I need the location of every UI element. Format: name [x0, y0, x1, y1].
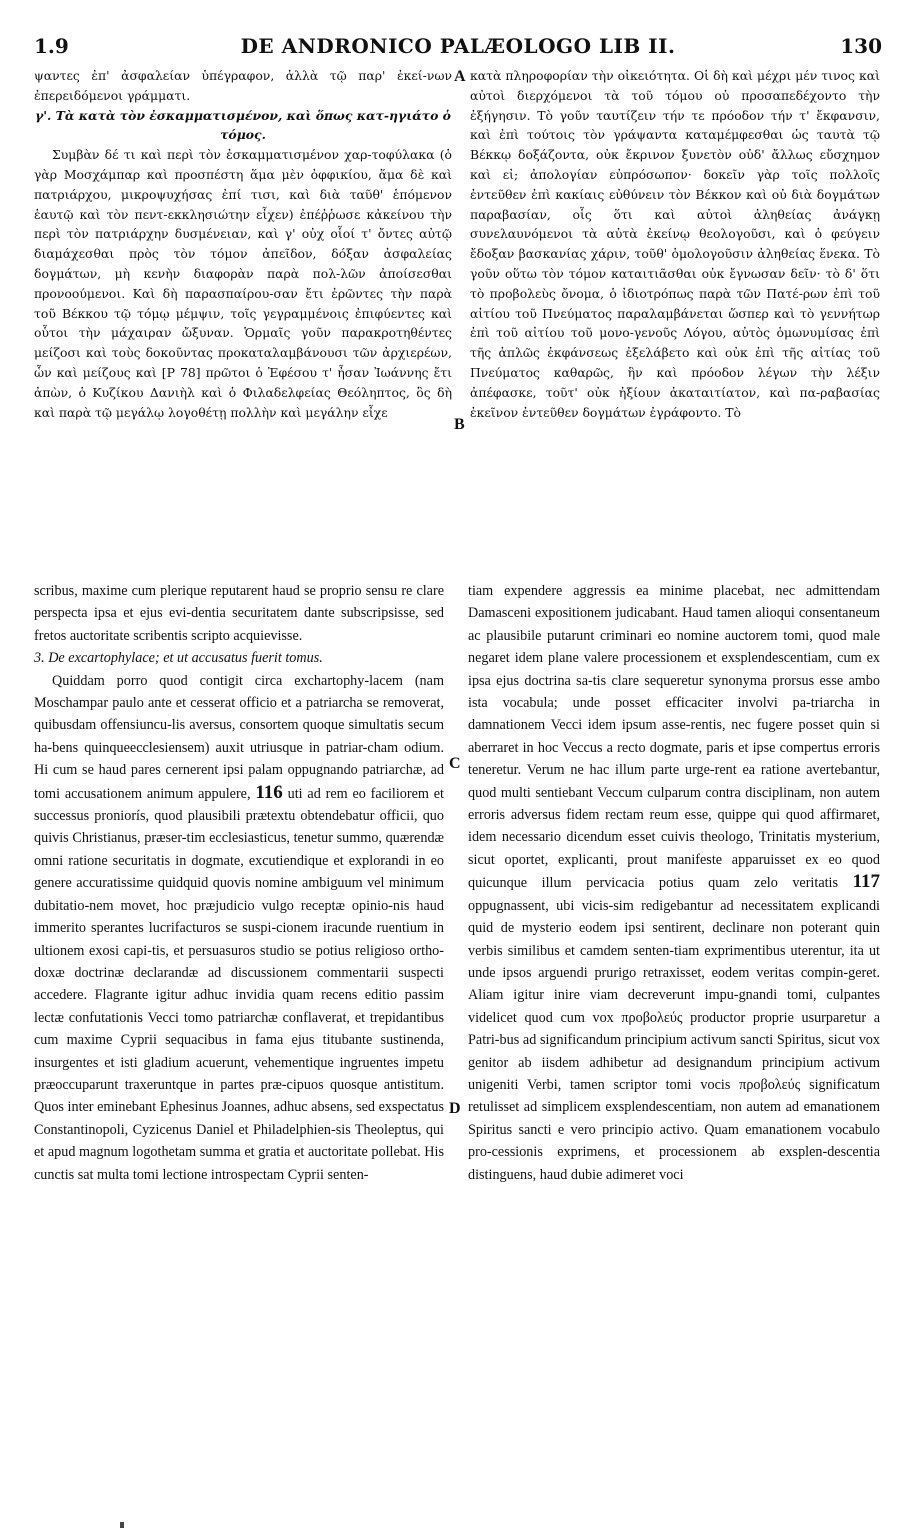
page-marker-116: 116: [255, 781, 283, 803]
greek-section-heading: γ'. Τὰ κατὰ τὸν ἐσκαμματισμένον, καὶ ὅπως κατ-ηγιάτο ὁ τόμος.: [35, 107, 451, 143]
latin-right-text-a: tiam expendere aggressis ea minime placebat, nec admittendam Damasceni expositionem judicabant. Haud tamen alioqui consentaneum ac plausibile putarunt criminari eo nomine auctorem tomi, quod male negaret idem plane valere processionem et exsplendescentiam, cum ex ipsa ejus doctrina sa-tis clare sequeretur synonyma prorsus esse ambo ista vocabula; unde posset efficaciter involvi pa-triarcha in damnationem Vecci idem ipsum asse-rentis, nec fugere posset quin si aberraret in hoc Veccus a recto dogmate, paris et ipse compertus erroris teneretur. Verum ne hac illum parte urge-rent ea ratione avertebantur, quod multi sentiebant Veccum culparum contra disciplinam, non autem erroris adversus fidem rectam reum esse, quippe qui quod affirmaret, idem necessario dicendum esset cuivis theologo, Trinitatis mysterium, sicut oportet, explicanti, prout manifeste apparuisset ex eo quod quicunque illum pervicacia potius quam zelo veritatis: [468, 583, 880, 892]
latin-left-paragraph: [34, 670, 444, 1186]
latin-left-paragraph: scribus, maxime cum plerique reputarent haud se proprio sensu re clare perspecta ipsa et ejus evi-dentia securitatem dante subscripsisse, sed fretos auctoritate scribentis scripto acquievisse.: [34, 583, 444, 644]
latin-column-left: [34, 580, 444, 1186]
margin-letter-d: D: [449, 1100, 461, 1117]
greek-left-paragraph: ψαντες ἐπ' ἀσφαλείαν ὑπέγραφον, ἀλλὰ τῷ παρ' ἐκεί-νων ἐπερειδόμενοι γράμματι.: [34, 68, 452, 103]
latin-section-heading: 3. De excartophylace; et ut accusatus fuerit tomus.: [34, 650, 323, 667]
latin-column-right: [468, 580, 880, 1186]
running-title: DE ANDRONICO PALÆOLOGO LIB II.: [240, 34, 676, 58]
latin-right-text-b: oppugnassent, ubi vicis-sim redigebantur ad necessitatem explicandi quid de mysterio eodem ipsi sentirent, declinare non poterant quin verbis similibus et camdem senten-tiam exprimentibus uterentur, ita ut unde ipsos arguendi prurigo retraxisset, eodem veritas compin-geret. Aliam igitur inire viam decreverunt impu-gnandi tomi, culpantes videlicet quod cum vox προβολεύς productor proprie usurparetur a Patri-bus ad significandum principium activum sancti Spiritus, sicut vox genitor ab iisdem adhibetur ad designandum principium activum unigeniti Verbi, tamen scriptor tomi vocis προβολεύς significatum retulisset ad simplicem exsplendescentiam, non autem ad emanationem Spiritus sancti e vero principio activo. Quam emanationem vocabulo pro-cessionis exprimens, et processionem ab exsplen-descentia distinguens, haud dubie adimeret voci: [468, 897, 880, 1183]
ink-mark: [120, 1522, 124, 1528]
right-page-number: 130: [840, 34, 882, 58]
greek-column-right: [470, 66, 880, 422]
greek-left-paragraph: Συμβὰν δέ τι καὶ περὶ τὸν ἐσκαμματισμένον χαρ-τοφύλακα (ὁ γὰρ Μοσχάμπαρ καὶ προσπέστη ἅμα μὲν ὀφφικίου, ἅμα δὲ καὶ πατριάρχου, μικροψυχήσας ἐπί τισι, καὶ διὰ ταῦθ' ἑπόμενον ἑαυτῷ καὶ τὸν πεντ-εκκλησιώτην εἶχεν) ἐπέῤῥωσε κἀκείνου τὴν περὶ τὸν πατριάρχην δυσμένειαν, καὶ γ' οὐχ οἷοί τ' ὄντες αὐτῷ διαμάχεσθαι πρὸς τὸν τόμον ἀπεῖδον, δόξαν ἀσφαλείας δογμάτων, μὴ κενὴν διαφορὰν παρὰ πολ-λῶν ἀποίσεσθαι προνοούμενοι. Καὶ δὴ παρασπαίρου-σαν ἔτι ἐρῶντες τὴν παρὰ τοῦ Βέκκου τῷ τόμῳ μέμψιν, τοῖς γεγραμμένοις ἐπιφύεντες καὶ οὗτοι τὴν μάχαιραν ὤξυναν. Ὁρμαῖς γοῦν παρακροτηθέντες μείζοσι καὶ τοὺς δοκοῦντας προκαταλαμβάνουσι τῶν ἀρχιερέων, ὧν καὶ μείζους καὶ [P 78] πρῶτοι ὁ Ἐφέσου τ' ἦσαν Ἰωάννης ἔτι ἀπὼν, ὁ Κυζίκου Δανιὴλ καὶ ὁ Φιλαδελφείας Θεόληπτος, ὃς δὴ καὶ παρὰ τῷ μεγάλῳ λογοθέτῃ πολλὴν καὶ μεγάλην εἶχε: [34, 147, 452, 420]
latin-left-text-b: uti ad rem eo faciliorem et successus proniorís, quod plausibili prætextu obtendebatur officii, quo quivis Christianus, præser-tim ecclesiasticus, tenetur summo, quærendæ omni ratione securitatis in dogmate, excutiendique et explorandi in eo genere accuratissime quidquid quovis nomine ambiguum vel minimum dubitatio-nem movet, hoc præjudicio vulgo receptæ opinio-nis haud immerito sperantes lucrifacturos se suspi-cionem iracunde ruentium in ultionem exosi capi-tis, et persuasuros studio se potius religioso ortho-doxæ doctrinæ declarandæ ad discussionem commentarii suspecti accedere. Flagrante igitur adhuc invidia quam recens editio passim lectæ confutationis Vecci tomo patriarchæ conflaverat, et trepidantibus cum maxime Cyprii sequacibus in fama ejus titubante sustinenda, insurgentes et isti gladium acuerunt, vehementique ingruentes impetu præoccuparunt traxeruntque in partes præ-cipuos quosque antistitum. Quos inter eminebant Ephesinus Joannes, adhuc absens, sed exspectatus Constantinopoli, Cyzicenus Daniel et Philadelphien-sis Theoleptus, qui et apud magnum logothetam summa et gratia et auctoritate pollebat. His cunctis sat multa tomi lectione introspectam Cyprii senten-: [34, 785, 444, 1183]
margin-letter-a: A: [454, 68, 466, 85]
page-marker-117: 117: [852, 871, 881, 893]
margin-letter-b: B: [454, 416, 465, 433]
margin-letter-c: C: [449, 755, 461, 772]
page-header: [34, 34, 882, 60]
greek-right-paragraph: κατὰ πληροφορίαν τὴν οἰκειότητα. Οἱ δὴ καὶ μέχρι μέν τινος καὶ αὐτοὶ διερχόμενοι τὰ τοῦ τόμου οὐ προσαπεδέχοντο τὴν ἐξήγησιν. Τὸ γοῦν ταυτίζειν τήν τε πρόοδον τήν τ' ἔκφανσιν, καὶ ἐπὶ τούτοις τὸν γράψαντα καταμέμφεσθαι ὡς ταυτὰ τῷ Βέκκῳ δοξάζοντα, οὐκ ἔκρινον ξυνετὸν οὐδ' ἄλλως εὔσχημον καὶ εἰ; ἀπολογίαν εὐπρόσωπον· δοκεῖν γὰρ τοῖς πολλοῖς ἐντεῦθεν ἐπὶ κακίαις εὐθύνειν τὸν Βέκκον καὶ οὐ διὰ δογμάτων παραβασίαν, οἷς ὅτι καὶ αὐτοὶ ἀληθείας ἀνάγκῃ συνελαυνόμενοι τὰ αὐτὰ ἐκείνῳ θεολογοῦσι, καὶ ὁ φεύγειν ἔδοξαν βασκανίας χάριν, τοῦθ' ὁμολογοῦσιν ἀληθείας ἕνεκα. Τὸ γοῦν οὕτω τὸν τόμον καταιτιᾶσθαι οὐκ ἔγνωσαν δεῖν· τὸ δ' ὅτι τὸ προβολεὺς ὄνομα, ὁ ἰδιοτρόπως παρὰ τῶν Πατέ-ρων ἐπὶ τοῦ αἰτίου τοῦ Πνεύματος παραλαμβάνεται ὥσπερ καὶ τὸ γεννήτωρ ἐπὶ τοῦ αἰτίου τοῦ μονο-γενοῦς Λόγου, αὐτὸς ὁμωνυμίσας ἐπὶ τῆς ἁπλῶς ἐκφάνσεως ἐξελάβετο καὶ οὐκ ἐπὶ τῆς αἰτίας τοῦ Πνεύματος καθαρῶς, ἣν καὶ πρόοδον λέγων τὴν λέξιν ἀπέφασκε, τοῦτ' οὐκ ἠξίουν ἀκαταιτίατον, καὶ πα-ραβασίας ἐκεῖνον ἐντεῦθεν δογμάτων ἐγράφοντο. Τὸ: [470, 68, 880, 420]
latin-left-text-a: Quiddam porro quod contigit circa exchartophy-lacem (nam Moschampar paulo ante et cesserat officio et a patriarcha se removerat, quibusdam offensiuncu-lis aversus, consortem quoque simultatis secum ha-bens quinqueecclesiensem) auxit utriusque in patriar-cham odium. Hi cum se haud pares cernerent ipsi palam oppugnando patriarchæ, ad tomi accusationem animum appulere,: [34, 672, 444, 802]
latin-right-paragraph: [468, 580, 880, 1186]
left-page-number: 1.9: [34, 34, 69, 58]
greek-column-left: [34, 66, 452, 422]
